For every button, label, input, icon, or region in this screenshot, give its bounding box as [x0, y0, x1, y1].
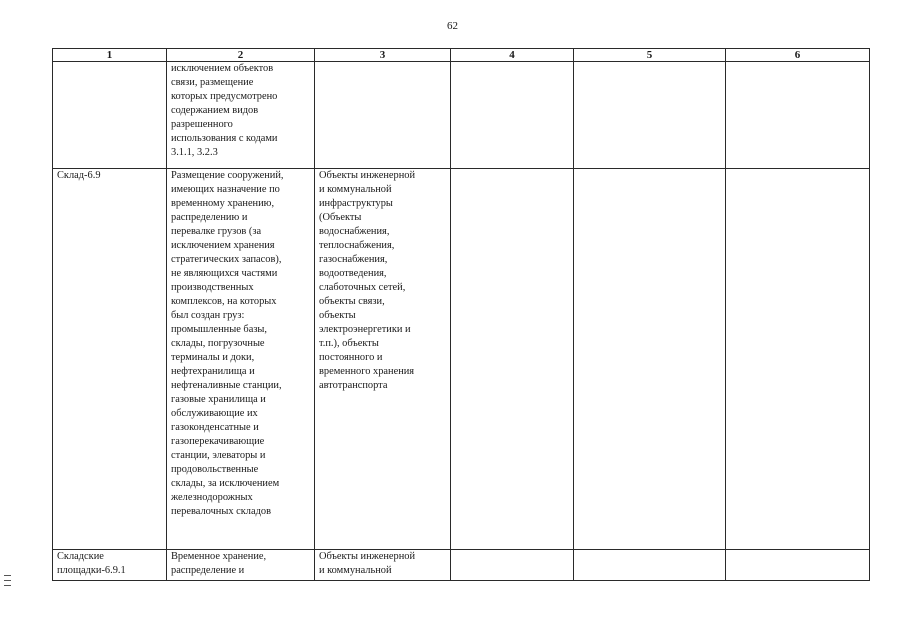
column-header-2: 2	[167, 49, 315, 62]
cell-use-description: Временное хранение, распределение и	[167, 550, 315, 581]
cell-use-name: Склад-6.9	[53, 169, 167, 550]
cell-use-description: Размещение сооружений, имеющих назначение по временному хранению, распределению и перевалке грузов (за исключением хранения стратегических запасов), не являющихся частями производственных комплексов, на которых был создан груз: промышленные базы, склады, погрузочные терминалы и доки, нефтехранилища и нефтеналивные станции, газовые хранилища и обслуживающие их газоконденсатные и газоперекачивающие станции, элеваторы и продовольственные склады, за исключением железнодорожных перевалочных складов	[167, 169, 315, 550]
margin-binding-mark	[4, 575, 11, 590]
cell-col4	[451, 169, 574, 550]
cell-use-name: Складские площадки-6.9.1	[53, 550, 167, 581]
cell-use-name	[53, 62, 167, 169]
cell-col4	[451, 62, 574, 169]
table-row	[53, 62, 870, 169]
column-header-3: 3	[315, 49, 451, 62]
column-header-5: 5	[574, 49, 726, 62]
cell-col6	[726, 169, 870, 550]
cell-col5	[574, 62, 726, 169]
cell-col4	[451, 550, 574, 581]
table-row	[53, 550, 870, 581]
cell-col6	[726, 62, 870, 169]
page-number: 62	[447, 20, 458, 32]
column-header-6: 6	[726, 49, 870, 62]
cell-col6	[726, 550, 870, 581]
table-row	[53, 169, 870, 550]
table-header-row	[53, 49, 870, 62]
cell-use-description: исключением объектов связи, размещение которых предусмотрено содержанием видов разрешенного использования с кодами 3.1.1, 3.2.3	[167, 62, 315, 169]
cell-col5	[574, 550, 726, 581]
regulations-table	[52, 48, 870, 581]
cell-auxiliary-uses	[315, 62, 451, 169]
cell-col5	[574, 169, 726, 550]
column-header-1: 1	[53, 49, 167, 62]
column-header-4: 4	[451, 49, 574, 62]
cell-auxiliary-uses: Объекты инженерной и коммунальной инфраструктуры (Объекты водоснабжения, теплоснабжения, газоснабжения, водоотведения, слаботочных сетей, объекты связи, объекты электроэнергетики и т.п.), объекты постоянного и временного хранения автотранспорта	[315, 169, 451, 550]
cell-auxiliary-uses: Объекты инженерной и коммунальной	[315, 550, 451, 581]
